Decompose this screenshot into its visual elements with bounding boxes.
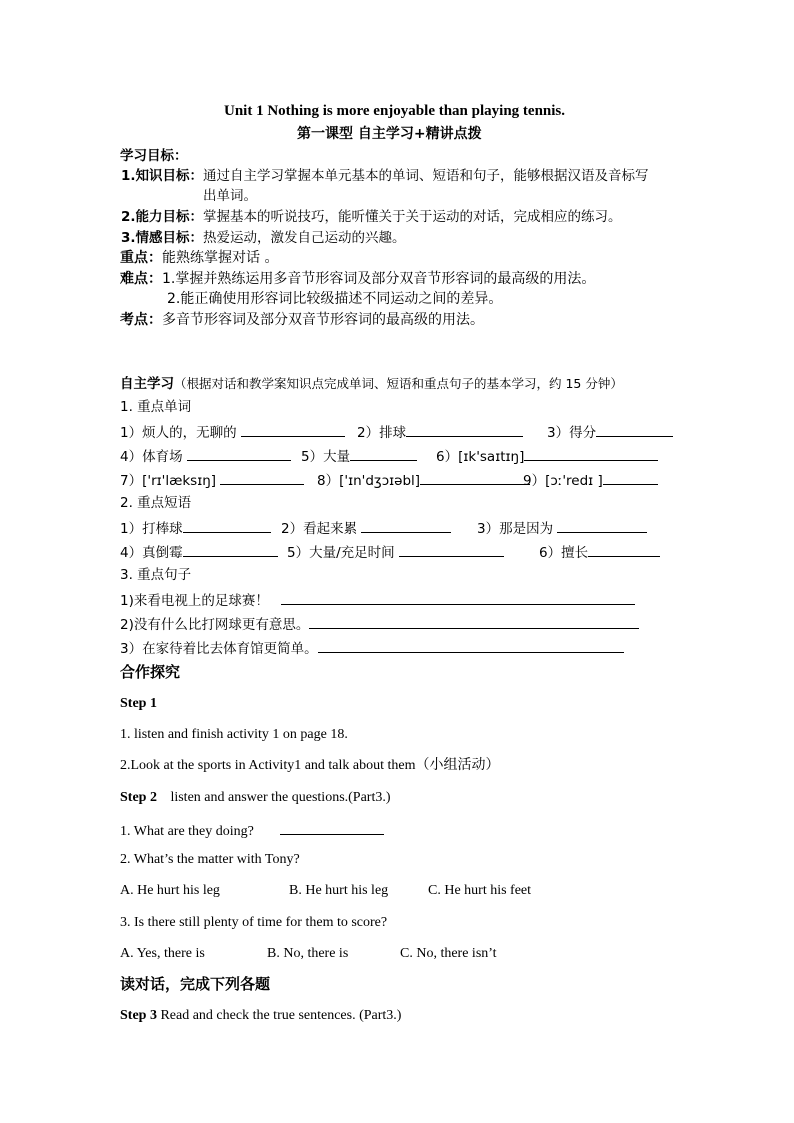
- knowledge-text-cont: 出单词。: [203, 188, 257, 204]
- word-label: 8）['ɪn'dʒɔɪəbl]: [317, 473, 421, 489]
- step3-label: Step 3: [120, 1008, 157, 1023]
- answer-blank[interactable]: [241, 422, 345, 437]
- question-text: 1. What are they doing?: [120, 824, 254, 839]
- step3-text: Read and check the true sentences. (Part3.): [160, 1008, 402, 1023]
- sentence-label: 2)没有什么比打网球更有意思。: [120, 617, 310, 633]
- answer-blank[interactable]: [420, 470, 530, 485]
- q3-option-a[interactable]: A. Yes, there is: [120, 946, 205, 961]
- sentence-item: [120, 614, 639, 634]
- step2-text: listen and answer the questions.(Part3.): [170, 790, 391, 805]
- word-item: [120, 470, 304, 490]
- word-item: [301, 446, 417, 466]
- sentence-item: [120, 590, 635, 610]
- key-point: [120, 249, 278, 267]
- word-label: 3）得分: [547, 425, 597, 441]
- answer-blank[interactable]: [220, 470, 304, 485]
- answer-blank[interactable]: [399, 542, 504, 557]
- difficulty-point: [120, 270, 595, 288]
- answer-blank[interactable]: [183, 542, 278, 557]
- difficulty-label: 难点：: [120, 271, 162, 287]
- phrase-label: 2）看起来累: [281, 521, 358, 537]
- difficulty-1: 1.掌握并熟练运用多音节形容词及部分双音节形容词的最高级的用法。: [162, 271, 596, 287]
- emotion-text: 热爱运动，激发自己运动的兴趣。: [203, 230, 406, 246]
- question-2: 2. What’s the matter with Tony?: [120, 852, 300, 867]
- sentence-label: 3）在家待着比去体育馆更简单。: [120, 641, 318, 657]
- sentence-label: 1)来看电视上的足球赛！: [120, 593, 269, 609]
- answer-blank[interactable]: [183, 518, 271, 533]
- phrase-label: 1）打棒球: [120, 521, 183, 537]
- q3-option-c[interactable]: C. No, there isn’t: [400, 946, 497, 961]
- word-item: [357, 422, 523, 442]
- word-label: 2）排球: [357, 425, 407, 441]
- difficulty-2: 2.能正确使用形容词比较级描述不同运动之间的差异。: [167, 291, 503, 307]
- answer-blank[interactable]: [280, 820, 384, 835]
- answer-blank[interactable]: [309, 614, 639, 629]
- page-subtitle: 第一课型 自主学习+精讲点拨: [297, 126, 482, 142]
- phrase-item: [287, 542, 504, 562]
- exam-label: 考点：: [120, 312, 162, 328]
- emotion-objective: [121, 229, 406, 247]
- phrases-heading: 2. 重点短语: [120, 495, 192, 511]
- q3-option-b[interactable]: B. No, there is: [267, 946, 349, 961]
- answer-blank[interactable]: [187, 446, 291, 461]
- answer-blank[interactable]: [318, 638, 624, 653]
- phrase-label: 6）擅长: [539, 545, 589, 561]
- step2: [120, 789, 391, 807]
- word-item: [547, 422, 673, 442]
- self-study-heading: 自主学习: [120, 376, 174, 392]
- answer-blank[interactable]: [603, 470, 658, 485]
- phrase-label: 3）那是因为: [477, 521, 554, 537]
- question-3: 3. Is there still plenty of time for them to score?: [120, 915, 388, 930]
- key-text: 能熟练掌握对话 。: [162, 250, 279, 266]
- phrase-item: [539, 542, 660, 562]
- word-item: [120, 446, 291, 466]
- phrase-item: [120, 518, 271, 538]
- phrase-item: [281, 518, 451, 538]
- step1-item-2: 2.Look at the sports in Activity1 and talk about them（小组活动）: [120, 758, 500, 773]
- word-label: 1）烦人的，无聊的: [120, 425, 237, 441]
- word-label: 4）体育场: [120, 449, 183, 465]
- step1-label: Step 1: [120, 696, 157, 711]
- self-study-note: （根据对话和教学案知识点完成单词、短语和重点句子的基本学习，约 15 分钟）: [174, 376, 623, 391]
- sentence-item: [120, 638, 624, 658]
- knowledge-text: 通过自主学习掌握本单元基本的单词、短语和句子，能够根据汉语及音标写: [203, 168, 649, 184]
- word-item: [436, 446, 658, 466]
- page-title: Unit 1 Nothing is more enjoyable than playing tennis.: [224, 103, 566, 119]
- emotion-label: 3.情感目标：: [121, 230, 204, 246]
- step1-item-1: 1. listen and finish activity 1 on page 18.: [120, 727, 348, 742]
- answer-blank[interactable]: [524, 446, 658, 461]
- answer-blank[interactable]: [557, 518, 647, 533]
- exam-text: 多音节形容词及部分双音节形容词的最高级的用法。: [162, 312, 484, 328]
- reading-heading: 读对话，完成下列各题: [120, 975, 271, 993]
- q2-option-c[interactable]: C. He hurt his feet: [428, 883, 532, 898]
- answer-blank[interactable]: [361, 518, 451, 533]
- phrase-label: 4）真倒霉: [120, 545, 183, 561]
- phrase-item: [120, 542, 278, 562]
- sentences-heading: 3. 重点句子: [120, 567, 192, 583]
- ability-text: 掌握基本的听说技巧，能听懂关于关于运动的对话，完成相应的练习。: [203, 209, 622, 225]
- key-label: 重点：: [120, 250, 162, 266]
- word-item: [523, 470, 658, 490]
- word-label: 5）大量: [301, 449, 351, 465]
- answer-blank[interactable]: [281, 590, 635, 605]
- coop-heading: 合作探究: [120, 663, 181, 681]
- phrase-label: 5）大量/充足时间: [287, 545, 395, 561]
- q2-option-b[interactable]: B. He hurt his leg: [289, 883, 389, 898]
- word-item: [120, 422, 345, 442]
- objectives-heading: 学习目标：: [120, 148, 188, 164]
- answer-blank[interactable]: [406, 422, 523, 437]
- word-label: 9）[ɔː'redɪ ]: [523, 473, 603, 489]
- answer-blank[interactable]: [596, 422, 673, 437]
- exam-point: [120, 311, 484, 329]
- answer-blank[interactable]: [350, 446, 417, 461]
- question-1: [120, 820, 384, 841]
- knowledge-objective: [121, 167, 649, 185]
- step3: [120, 1007, 401, 1025]
- words-heading: 1. 重点单词: [120, 399, 192, 415]
- word-label: 6）[ɪk'saɪtɪŋ]: [436, 449, 525, 465]
- phrase-item: [477, 518, 647, 538]
- knowledge-label: 1.知识目标：: [121, 168, 204, 184]
- q2-option-a[interactable]: A. He hurt his leg: [120, 883, 220, 898]
- answer-blank[interactable]: [588, 542, 660, 557]
- step2-label: Step 2: [120, 790, 157, 805]
- ability-label: 2.能力目标：: [121, 209, 204, 225]
- word-label: 7）['rɪ'læksɪŋ]: [120, 473, 217, 489]
- word-item: [317, 470, 530, 490]
- self-study-header: [120, 375, 623, 393]
- ability-objective: [121, 208, 622, 226]
